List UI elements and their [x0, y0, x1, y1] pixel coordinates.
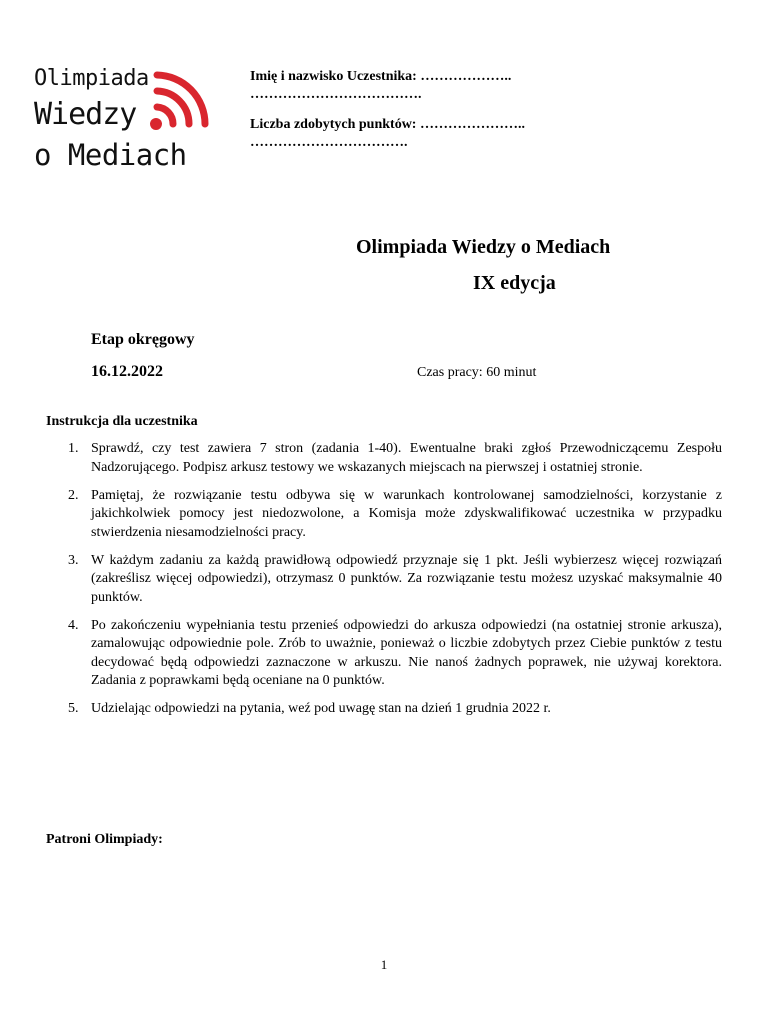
instruction-text: Udzielając odpowiedzi na pytania, weź pod uwagę stan na dzień 1 grudnia 2022 r. — [91, 701, 551, 716]
work-time: Czas pracy: 60 minut — [417, 365, 537, 380]
instruction-text: W każdym zadaniu za każdą prawidłową odpowiedź przyznaje się 1 pkt. Jeśli wybierzesz więcej rozwiązań (zakreślisz więcej odpowiedzi), otrzymasz 0 punktów. Za rozwiązanie testu możesz uzyskać maksymalnie 40 punktów. — [91, 552, 722, 605]
broadcast-signal-icon — [134, 66, 219, 146]
instruction-number: 1. — [68, 441, 79, 456]
exam-date: 16.12.2022 — [91, 363, 163, 380]
instructions-title: Instrukcja dla uczestnika — [46, 414, 198, 429]
instruction-text: Po zakończeniu wypełniania testu przenieś odpowiedzi do arkusza odpowiedzi (na ostatniej stronie arkusza), zamalowując odpowiednie pole. Zrób to uważnie, ponieważ o liczbie zdobytych przez Ciebie punktów z testu decydować będą odpowiedzi zaznaczone w arkuszu. Nie nanoś żadnych poprawek, nie używaj korektora. Zadania z poprawkami będą oceniane na 0 punktów. — [91, 617, 722, 688]
points-line: Liczba zdobytych punktów: ………………….. — [250, 117, 525, 132]
points-dots: ……………………………. — [250, 135, 408, 150]
instruction-item — [46, 487, 722, 543]
stage-label: Etap okręgowy — [91, 331, 195, 348]
participant-name-dots: ………………………………. — [250, 87, 422, 102]
instruction-number: 4. — [68, 617, 79, 633]
instruction-number: 2. — [68, 487, 79, 503]
participant-info — [250, 68, 525, 152]
instruction-item — [46, 700, 722, 719]
signal-dot — [150, 118, 162, 130]
instructions-list — [46, 440, 722, 728]
instruction-item — [46, 440, 722, 477]
participant-name-line: Imię i nazwisko Uczestnika: ……………….. — [250, 69, 512, 84]
olympiad-logo — [34, 66, 219, 176]
logo-text-line-3: o Mediach — [34, 138, 187, 172]
instruction-item — [46, 617, 722, 691]
instruction-number: 5. — [68, 701, 79, 716]
edition-label: IX edycja — [473, 272, 556, 294]
spacer — [250, 104, 525, 116]
page-number: 1 — [380, 957, 388, 972]
instruction-number: 3. — [68, 552, 79, 568]
patrons-label: Patroni Olimpiady: — [46, 832, 163, 847]
document-title: Olimpiada Wiedzy o Mediach — [356, 236, 611, 258]
instruction-text: Sprawdź, czy test zawiera 7 stron (zadania 1-40). Ewentualne braki zgłoś Przewodniczącemu Zespołu Nadzorującego. Podpisz arkusz testowy we wskazanych miejscach na pierwszej i ostatniej stronie. — [91, 441, 722, 475]
instruction-item — [46, 552, 722, 608]
instruction-text: Pamiętaj, że rozwiązanie testu odbywa się w warunkach kontrolowanej samodzielności, korzystanie z jakichkolwiek pomocy jest niedozwolone, a Komisja może zdyskwalifikować uczestnika w przypadku stwierdzenia niesamodzielności pracy. — [91, 487, 722, 540]
logo-text-line-2: Wiedzy — [34, 97, 137, 132]
logo-text-line-1: Olimpiada — [34, 66, 149, 91]
